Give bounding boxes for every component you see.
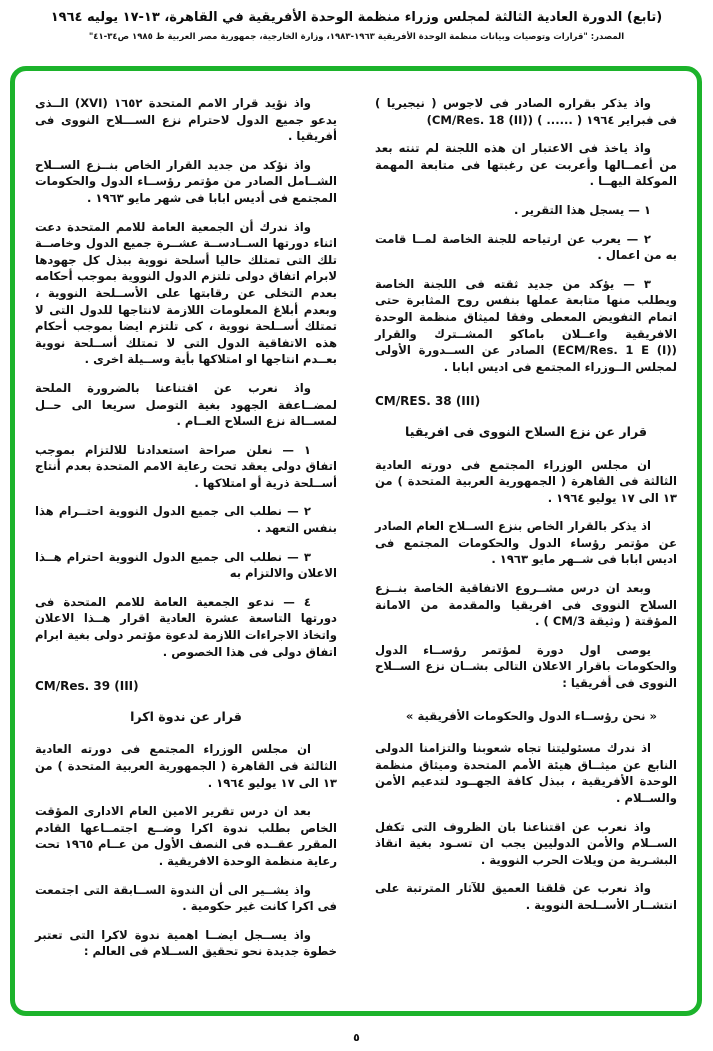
paragraph: ١ — نعلن صراحة استعدادنا للالتزام بموجب اتفاق دولى يعقد تحت رعاية الامم المتحدة بعدم أنتاج أســلحة ذرية أو امتلاكها . xyxy=(35,442,337,490)
section-heading: قرار عن ندوة اكرا xyxy=(130,708,242,724)
paragraph: بعد ان درس تقرير الامين العام الادارى المؤقت الخاص بطلب ندوة اكرا وضــع اجتمــاعها القادم المقرر عقــده فى النصف الأول من عــام ١٩٦٥ تحت رعاية منظمة الوحدة الافريقية . xyxy=(35,804,337,868)
declaration-quote: « نحن رؤســاء الدول والحكومات الأفريقية » xyxy=(405,708,657,723)
resolution-ref: CM/Res. 39 (III) xyxy=(35,679,139,694)
resolution-ref: CM/RES. 38 (III) xyxy=(375,394,481,409)
paragraph: واذ نعرب عن اقتناعنا بان الظروف التى تكفل الســلام والأمن الدوليين يجب ان تسـود بغية انقاذ البشـرية من ويلات الحرب النووية . xyxy=(375,819,677,867)
paragraph: وبعد ان درس مشــروع الاتفاقية الخاصة بنــزع السلاح النووى فى افريقيا والمقدمة من الامانة المؤقتة ( وثيقة CM/3 ) . xyxy=(375,581,677,629)
paragraph: واذ نؤيد قرار الامم المتحدة ١٦٥٢ (XVI) الــذى يدعو جميع الدول لاحترام نزع الســـلاح النووى فى أفريقيا . xyxy=(35,96,337,144)
page-footer xyxy=(0,1026,713,1045)
text-column-left xyxy=(29,95,343,1003)
paragraph: واذ يذكر بقراره الصادر فى لاجوس ( نيجيريا ) فى فبراير ١٩٦٤ ( ...... ) (CM/Res. 18 (II)) xyxy=(375,96,677,127)
paragraph: ٢ — يعرب عن ارتياحه للجنة الخاصة لمــا قامت به من اعمال . xyxy=(375,231,677,263)
page-header xyxy=(0,10,713,42)
paragraph: ١ — يسجل هذا التقرير . xyxy=(513,202,651,217)
paragraph: واذ يســجل ايضــا اهمية ندوة لاكرا التى تعتبر خطوة جديدة نحو تحقيق الســلام فى العالم : xyxy=(35,927,337,959)
section-heading: قرار عن نزع السلاح النووى فى افريقيا xyxy=(404,423,648,439)
paragraph: ٤ — ندعو الجمعية العامة للامم المتحدة فى دورتها التاسعة عشرة العادية اقرار هــذا الاعلان واتخاذ الاجراءات اللازمة لدعوة مؤتمر دولى بغية ابرام اتفاق دولى فى هذا الخصوص . xyxy=(35,594,337,659)
paragraph: واذ نؤكد من جديد القرار الخاص بنــزع الســلاح الشــامل الصادر من مؤتمر رؤســاء الدول والحكومات المجتمع فى أديس ابابا فى شهر مايو ١٩٦٣ . xyxy=(35,157,337,205)
paragraph: ٣ — يؤكد من جديد ثقته فى اللجنة الخاصة ويطلب منها متابعة عملها بنفس روح المثابرة حتى اتمام التفويض المعطى وفقا لميثاق منظمة الوحدة الافريقية واعــلان باماكو المشــترك والقرار (ECM/Res. 1 E (I)) الصادر عن الســدورة الأولى لمجلس الــوزراء المجتمع فى اديس ابابا . xyxy=(375,276,677,374)
paragraph: ان مجلس الوزراء المجتمع فى دورته العادية الثالثة فى القاهرة ( الجمهورية العربية المتحدة ) من ١٣ الى ١٧ يوليو ١٩٦٤ . xyxy=(375,457,677,505)
two-column-text xyxy=(29,95,683,1003)
paragraph: واذ ندرك أن الجمعية العامة للامم المتحدة دعت اثناء دورتها الســادســة عشــرة جميع الدول وخاصــة تلك التى تمتلك حاليا أسلحة نووية ببذل كل جهودها لابرام اتفاق دولى تلتزم الدول النووية بموجب أحكامه بعدم التخلى عن رقابتها على الأســلحة النووية ، وبعدم أبلاغ المعلومات اللازمة لانتاجها للدول التى لا تمتلك أســلحة نووية ، كى تلتزم ايضا بموجب أحكام هذه الاتفاقية الدول التى لا تمتلك أســلحة نووية بعــدم انتاجها او امتلاكها بأية وســيلة اخرى . xyxy=(35,219,337,367)
paragraph: اذ يذكر بالقرار الخاص بنزع الســلاح العام الصادر عن مؤتمر رؤساء الدول والحكومات المجتمع فى اديس ابابا فى شــهر مايو ١٩٦٣ . xyxy=(375,519,677,567)
text-column-right xyxy=(369,95,683,1003)
paragraph: واذ ياخذ فى الاعتبار ان هذه اللجنة لم تنته بعد من أعمــالها وأعربت عن رغبتها فى متابعة المهمة الموكلة اليهــا . xyxy=(375,141,677,189)
page-number: ٥ xyxy=(353,1031,360,1044)
paragraph: واذ يشــير الى أن الندوة الســابقة التى اجتمعت فى اكرا كانت غير حكومية . xyxy=(35,882,337,914)
source-citation: المصدر: "قرارات وتوصيات وبيانات منظمة الوحدة الأفريقية ١٩٦٣-١٩٨٣، وزارة الخارجية، جمهورية مصر العربية ط ١٩٨٥ ص٣٤-٤١" xyxy=(88,32,625,42)
paragraph: ٢ — نطلب الى جميع الدول النووية احتــرام هذا بنفس التعهد . xyxy=(35,504,337,536)
paragraph: ان مجلس الوزراء المجتمع فى دورته العادية الثالثة فى القاهرة ( الجمهورية العربية المتحدة ) من ١٣ الى ١٧ يوليو ١٩٦٤ . xyxy=(35,742,337,790)
paragraph: ٣ — نطلب الى جميع الدول النووية احترام هــذا الاعلان والالتزام به xyxy=(35,549,337,581)
paragraph: واذ نعرب عن قلقنا العميق للآثار المترتبة على انتشــار الأســلحة النووية . xyxy=(375,881,677,912)
session-title: (تابع) الدورة العادية الثالثة لمجلس وزراء منظمة الوحدة الأفريقية في القاهرة، ١٣-١٧ يوليه ١٩٦٤ xyxy=(50,10,663,25)
paragraph: يوصى اول دورة لمؤتمر رؤســاء الدول والحكومات باقرار الاعلان التالى بشــان نزع الســلاح النووى فى أفريقيا : xyxy=(375,642,677,691)
paragraph: اذ ندرك مسئوليتنا تجاه شعوبنا والتزامنا الدولى النابع عن ميثــاق هيئة الأمم المتحدة وميثاق منظمة الوحدة الأفريقية ، ببذل كافة الجهــود لتدعيم الأمن والســلام . xyxy=(375,741,677,805)
paragraph: واذ نعرب عن اقتناعنا بالضرورة الملحة لمضــاعفة الجهود بغية التوصل سريعا الى حــل لمســالة نزع السلاح العــام . xyxy=(35,380,337,429)
document-border-box xyxy=(10,66,702,1016)
